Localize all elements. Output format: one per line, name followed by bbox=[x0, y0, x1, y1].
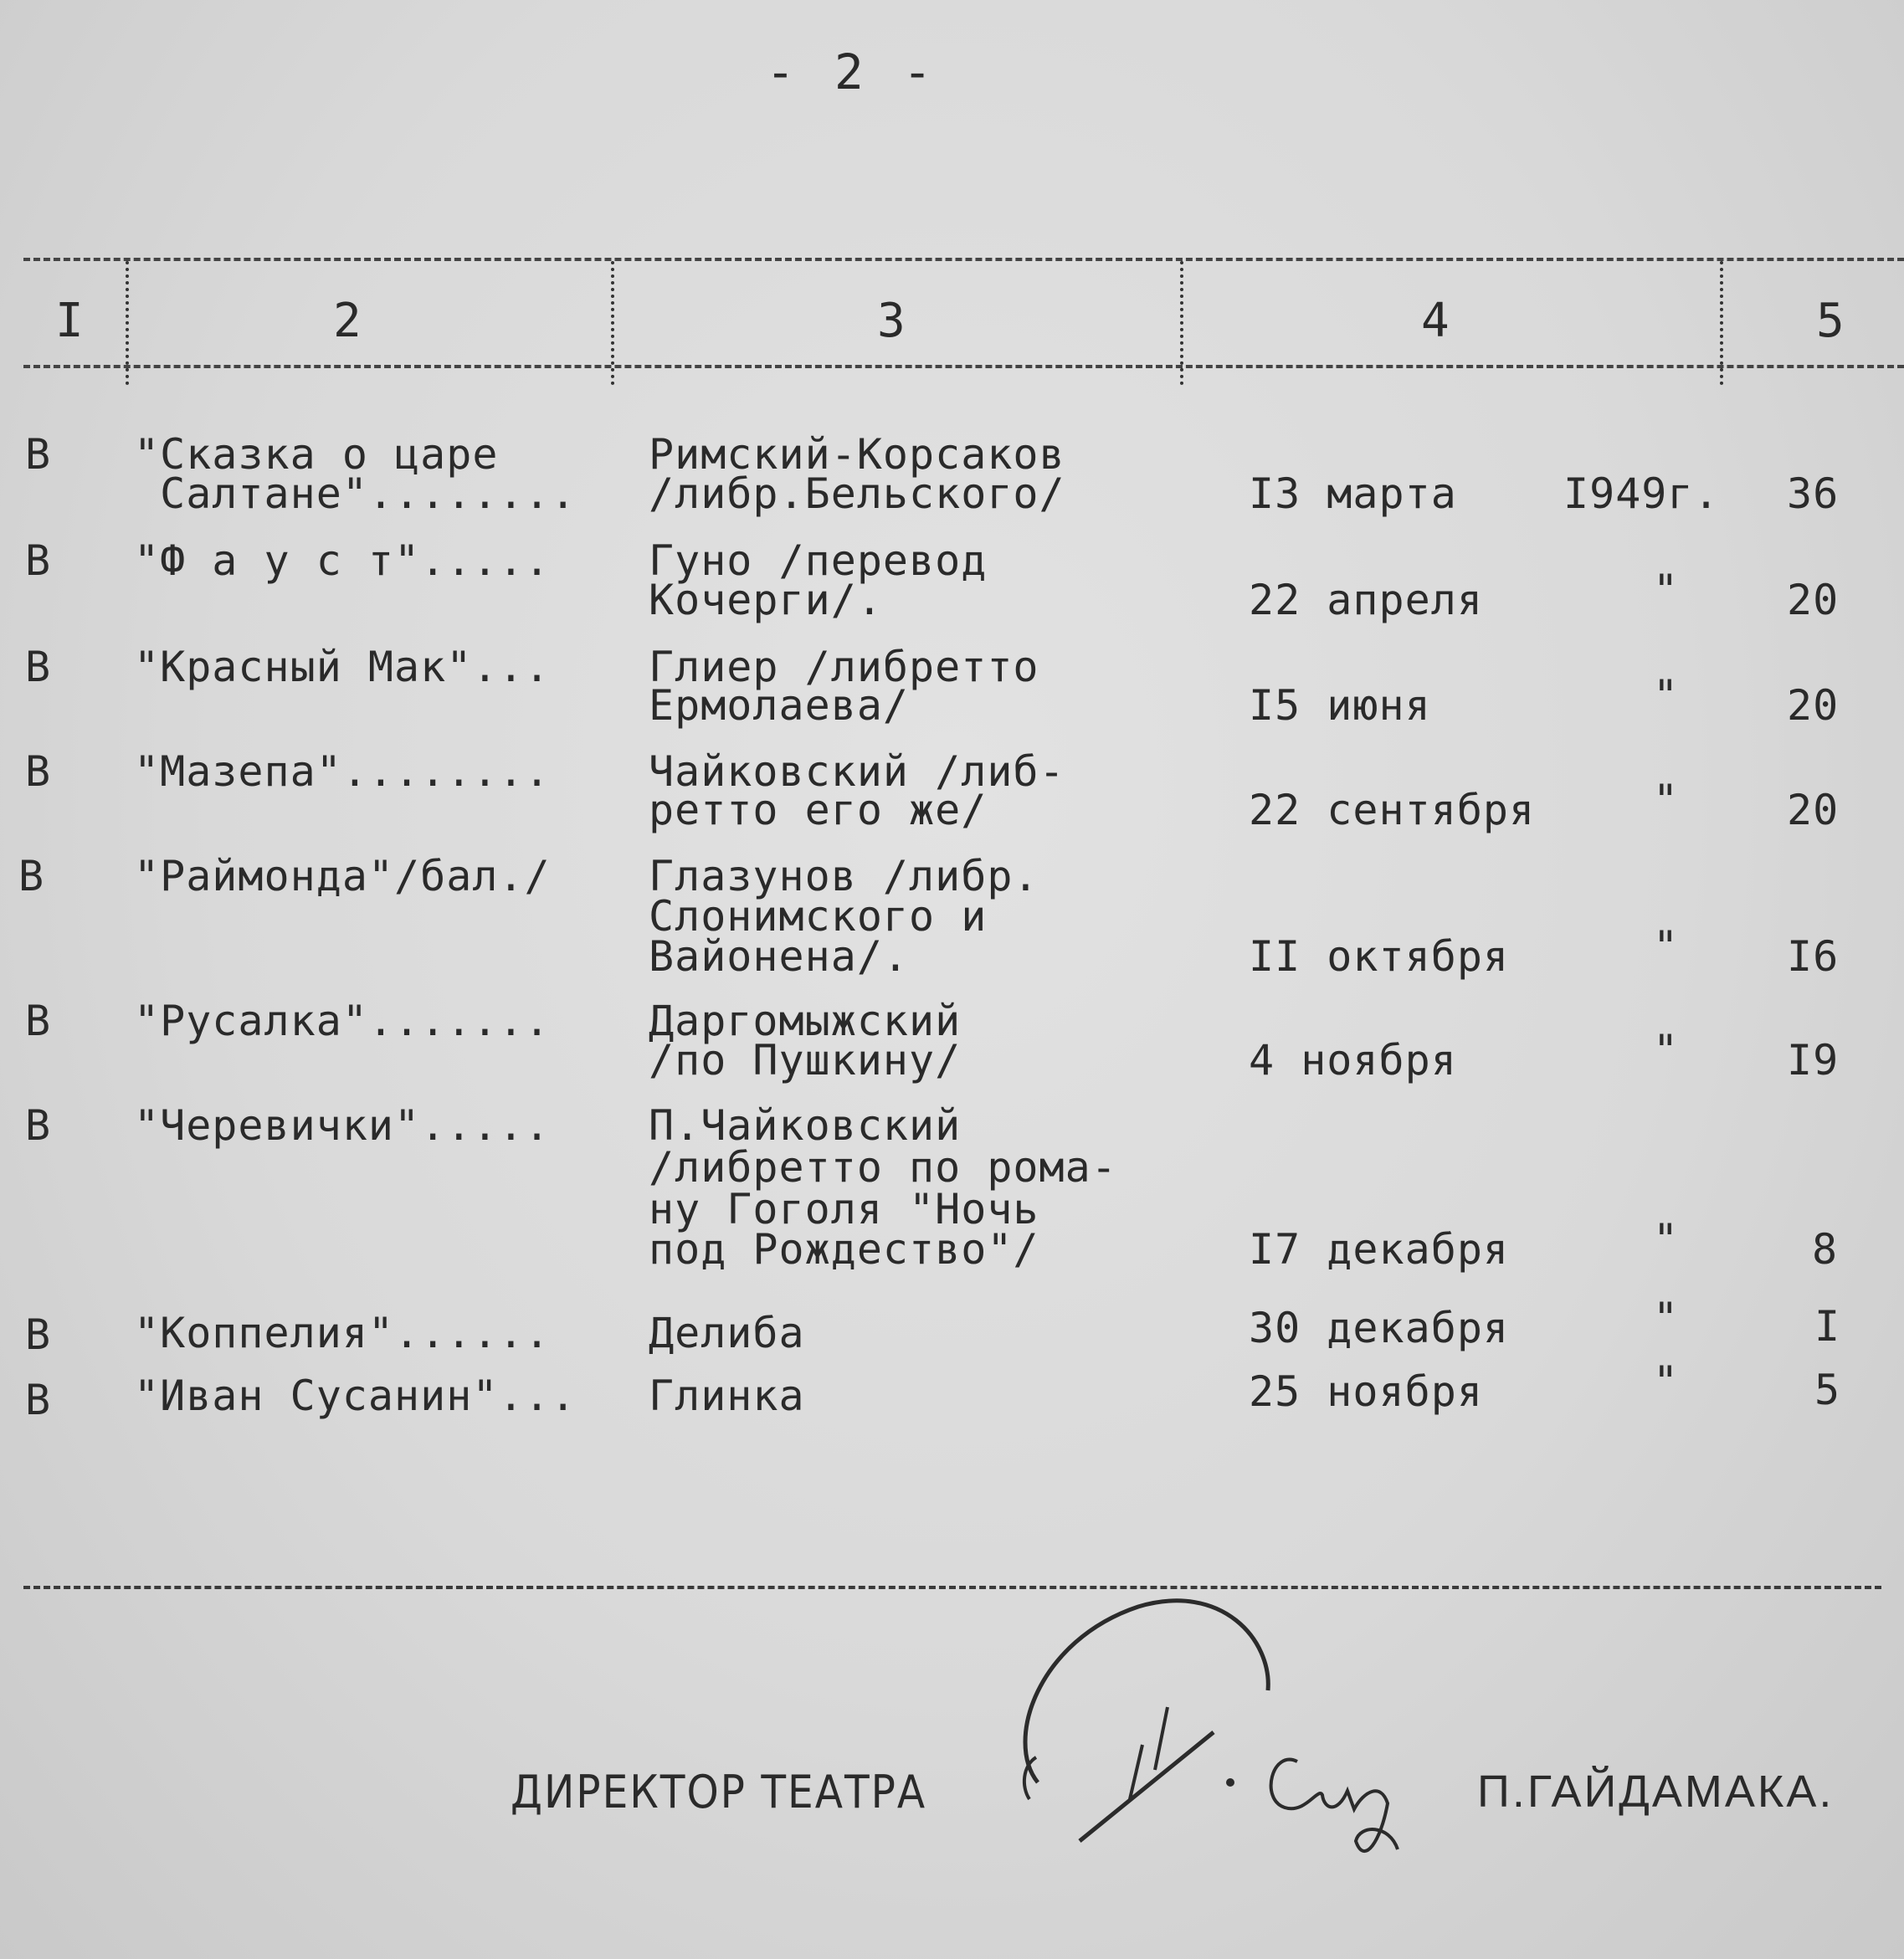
premiere-date: 4 ноября bbox=[1249, 1036, 1457, 1085]
title-line: "Красный Мак"... bbox=[134, 643, 551, 691]
title-line: "Черевички"..... bbox=[134, 1101, 551, 1150]
column-number-2: 2 bbox=[333, 294, 362, 348]
performance-count: 20 bbox=[1787, 576, 1840, 624]
author-line: Делиба bbox=[649, 1309, 805, 1357]
title-line: Салтане"........ bbox=[134, 469, 577, 518]
signature-separator-rule bbox=[23, 1586, 1881, 1589]
ditto-mark: " bbox=[1653, 1357, 1680, 1406]
author-line: ретто его же/ bbox=[649, 786, 988, 834]
author-line: /по Пушкину/ bbox=[649, 1036, 962, 1085]
column-number-4: 4 bbox=[1421, 294, 1450, 348]
row-marker: В bbox=[25, 747, 52, 796]
ditto-mark: " bbox=[1653, 1215, 1680, 1264]
column-divider bbox=[1180, 261, 1183, 385]
ditto-mark: " bbox=[1653, 1294, 1680, 1342]
performance-count: I6 bbox=[1787, 932, 1840, 981]
author-line: Глинка bbox=[649, 1372, 805, 1420]
ditto-mark: " bbox=[1653, 922, 1680, 971]
author-line: Глиер /либретто bbox=[649, 643, 1039, 691]
performance-count: I bbox=[1814, 1302, 1841, 1351]
column-divider bbox=[126, 261, 129, 385]
table-header-bottom-rule bbox=[23, 365, 1904, 368]
column-number-1: I bbox=[55, 294, 84, 348]
performance-count: 36 bbox=[1787, 469, 1840, 518]
column-number-3: 3 bbox=[877, 294, 906, 348]
performance-count: 20 bbox=[1787, 681, 1840, 730]
premiere-date: 22 сентября bbox=[1249, 786, 1536, 834]
author-line: Чайковский /либ- bbox=[649, 747, 1065, 796]
premiere-date: 22 апреля bbox=[1249, 576, 1483, 624]
premiere-date: II октября bbox=[1249, 932, 1510, 981]
table-header-top-rule bbox=[23, 258, 1904, 261]
title-line: "Ф а у с т"..... bbox=[134, 536, 551, 585]
title-line: "Русалка"....... bbox=[134, 997, 551, 1045]
page-number: - 2 - bbox=[766, 44, 937, 100]
signatory-name: П.ГАЙДАМАКА. bbox=[1477, 1767, 1835, 1817]
row-marker: В bbox=[25, 1310, 52, 1359]
ditto-mark: " bbox=[1653, 776, 1680, 824]
premiere-date: 25 ноября bbox=[1249, 1367, 1483, 1416]
row-marker: В bbox=[25, 997, 52, 1045]
premiere-date: I5 июня bbox=[1249, 681, 1431, 730]
author-line: под Рождество"/ bbox=[649, 1225, 1039, 1274]
row-marker: В bbox=[25, 536, 52, 585]
title-line: "Сказка о царе bbox=[134, 430, 499, 479]
signatory-title: ДИРЕКТОР ТЕАТРА bbox=[511, 1766, 927, 1818]
performance-count: 5 bbox=[1814, 1366, 1841, 1414]
premiere-date: I7 декабря bbox=[1249, 1225, 1510, 1274]
author-line: ну Гоголя "Ночь bbox=[649, 1185, 1039, 1233]
author-line: Даргомыжский bbox=[649, 997, 962, 1045]
column-divider bbox=[1720, 261, 1723, 385]
author-line: П.Чайковский bbox=[649, 1101, 962, 1150]
ditto-mark: " bbox=[1653, 566, 1680, 614]
author-line: Гуно /перевод bbox=[649, 536, 988, 585]
column-number-5: 5 bbox=[1816, 294, 1845, 348]
author-line: /либретто по рома- bbox=[649, 1143, 1117, 1192]
title-line: "Мазепа"........ bbox=[134, 747, 551, 796]
author-line: Глазунов /либр. bbox=[649, 852, 1039, 900]
row-marker: В bbox=[25, 1101, 52, 1150]
title-line: "Коппелия"...... bbox=[134, 1309, 551, 1357]
premiere-year: I949г. bbox=[1563, 469, 1720, 518]
row-marker: В bbox=[25, 1376, 52, 1424]
performance-count: 20 bbox=[1787, 786, 1840, 834]
author-line: Римский-Корсаков bbox=[649, 430, 1065, 479]
performance-count: 8 bbox=[1812, 1225, 1839, 1274]
ditto-mark: " bbox=[1653, 671, 1680, 720]
premiere-date: 30 декабря bbox=[1249, 1304, 1510, 1352]
premiere-date: I3 марта bbox=[1249, 469, 1457, 518]
author-line: Вайонена/. bbox=[649, 932, 910, 981]
author-line: Кочерги/. bbox=[649, 576, 883, 624]
column-divider bbox=[611, 261, 614, 385]
row-marker: В bbox=[18, 852, 45, 900]
ditto-mark: " bbox=[1653, 1026, 1680, 1074]
author-line: /либр.Бельского/ bbox=[649, 469, 1065, 518]
author-line: Ермолаева/ bbox=[649, 681, 910, 730]
row-marker: В bbox=[25, 643, 52, 691]
row-marker: В bbox=[25, 430, 52, 479]
performance-count: I9 bbox=[1787, 1036, 1840, 1085]
handwritten-signature bbox=[988, 1590, 1423, 1958]
title-line: "Иван Сусанин"... bbox=[134, 1372, 577, 1420]
title-line: "Раймонда"/бал./ bbox=[134, 852, 551, 900]
author-line: Слонимского и bbox=[649, 892, 988, 941]
